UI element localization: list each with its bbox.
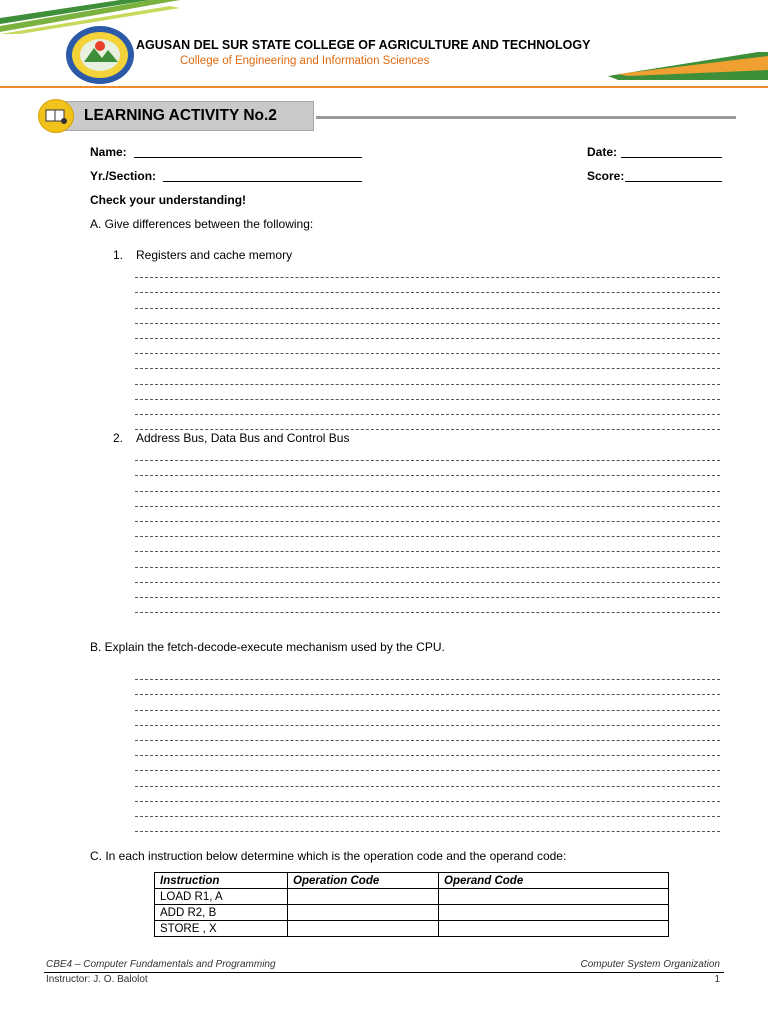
opcode-table: [154, 872, 669, 937]
item-2-text: Address Bus, Data Bus and Control Bus: [136, 431, 350, 445]
header-divider: [0, 86, 768, 88]
footer-divider: [44, 972, 724, 973]
header-operand-code: Operand Code: [439, 873, 669, 889]
date-field[interactable]: [621, 157, 722, 158]
table-row: [155, 905, 669, 921]
book-icon: [38, 99, 74, 133]
operand-code-cell[interactable]: [439, 889, 669, 905]
table-header-row: [155, 873, 669, 889]
answer-lines-2[interactable]: [135, 446, 720, 613]
check-heading: Check your understanding!: [90, 193, 247, 207]
item-1-number: 1.: [113, 248, 124, 262]
name-field[interactable]: [134, 157, 362, 158]
school-name: AGUSAN DEL SUR STATE COLLEGE OF AGRICULTURE AND TECHNOLOGY: [136, 38, 591, 52]
operation-code-cell[interactable]: [288, 921, 439, 937]
activity-title-rule: [316, 116, 736, 119]
footer-topic: Computer System Organization: [580, 959, 720, 970]
score-label: Score:: [587, 169, 625, 183]
operation-code-cell[interactable]: [288, 905, 439, 921]
page-number: 1: [714, 974, 720, 985]
operand-code-cell[interactable]: [439, 921, 669, 937]
part-b-prompt: B. Explain the fetch-decode-execute mechanism used by the CPU.: [90, 640, 445, 654]
header-decoration-right: [608, 50, 768, 80]
college-seal-logo: [64, 24, 136, 86]
header-operation-code: Operation Code: [288, 873, 439, 889]
answer-lines-b[interactable]: [135, 665, 720, 832]
answer-lines-1[interactable]: [135, 263, 720, 430]
item-2-number: 2.: [113, 431, 124, 445]
section-label: Yr./Section:: [90, 169, 157, 183]
part-a-prompt: A. Give differences between the following:: [90, 217, 314, 231]
name-label: Name:: [90, 145, 127, 159]
college-name: College of Engineering and Information Sciences: [180, 55, 430, 67]
instruction-cell: LOAD R1, A: [155, 889, 288, 905]
instruction-cell: STORE , X: [155, 921, 288, 937]
activity-title: LEARNING ACTIVITY No.2: [84, 107, 277, 124]
operation-code-cell[interactable]: [288, 889, 439, 905]
table-row: [155, 921, 669, 937]
header-instruction: Instruction: [155, 873, 288, 889]
score-field[interactable]: [625, 181, 722, 182]
instruction-cell: ADD R2, B: [155, 905, 288, 921]
part-c-prompt: C. In each instruction below determine which is the operation code and the operand code:: [90, 849, 567, 863]
operand-code-cell[interactable]: [439, 905, 669, 921]
date-label: Date:: [587, 145, 618, 159]
table-row: [155, 889, 669, 905]
footer-instructor: Instructor: J. O. Balolot: [46, 974, 148, 985]
item-1-text: Registers and cache memory: [136, 248, 293, 262]
section-field[interactable]: [163, 181, 362, 182]
footer-course: CBE4 – Computer Fundamentals and Programming: [46, 959, 276, 970]
